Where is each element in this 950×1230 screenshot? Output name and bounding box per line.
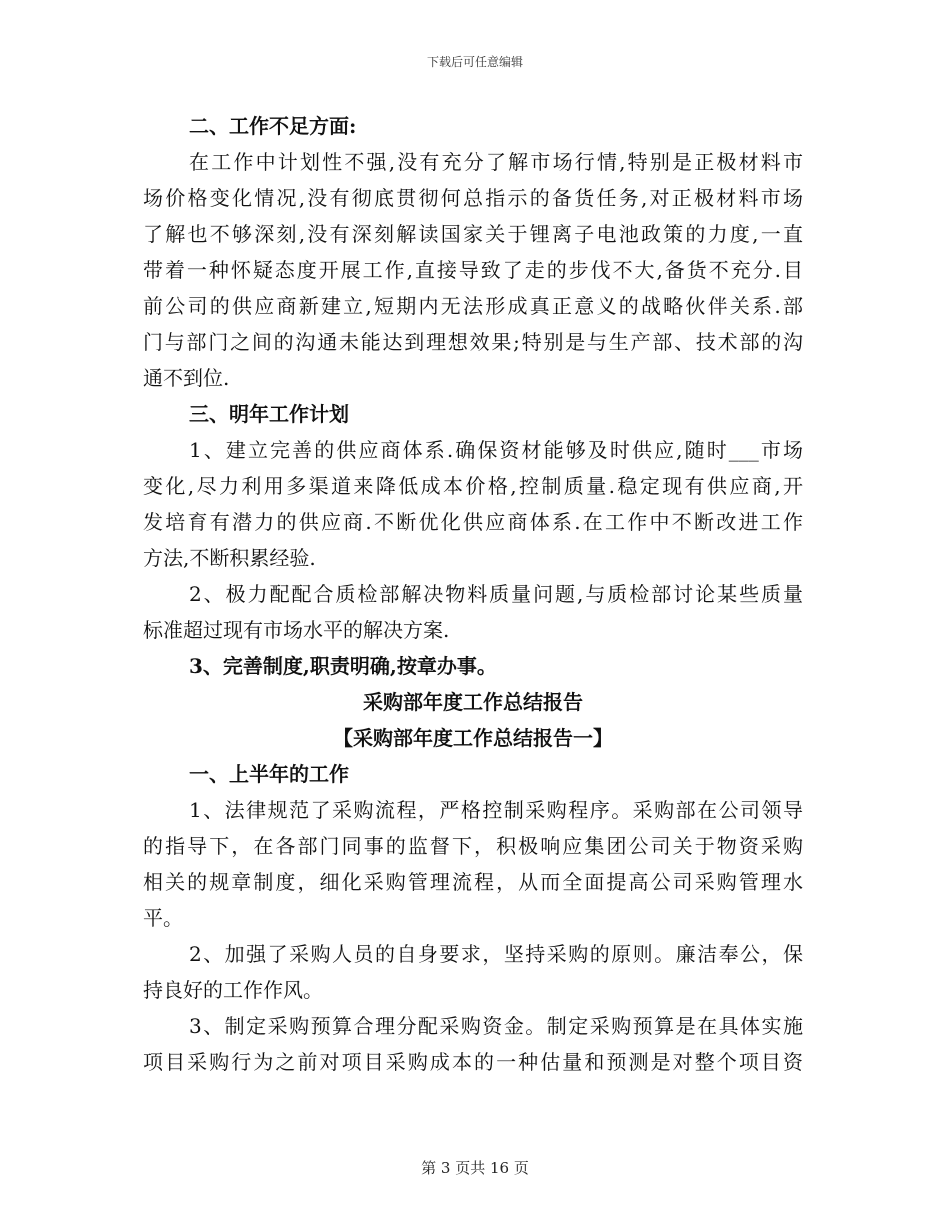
paragraph-line: 场价格变化情况,没有彻底贯彻何总指示的备货任务,对正极材料市场 (143, 186, 803, 210)
document-body (143, 108, 803, 1080)
paragraph-line: 了解也不够深刻,没有深刻解读国家关于锂离子电池政策的力度,一直 (143, 222, 803, 246)
paragraph-line: 方法,不断积累经验. (143, 546, 316, 570)
paragraph-line: 带着一种怀疑态度开展工作,直接导致了走的步伐不大,备货不充分.目 (143, 258, 803, 282)
paragraph-line: 前公司的供应商新建立,短期内无法形成真正意义的战略伙伴关系.部 (143, 294, 803, 318)
paragraph-line: 3、制定采购预算合理分配采购资金。制定采购预算是在具体实施 (189, 1014, 803, 1038)
page-header-note: 下载后可任意编辑 (426, 55, 523, 69)
page-number: 第 3 页共 16 页 (421, 1159, 529, 1177)
report-subtitle: 【采购部年度工作总结报告一】 (333, 726, 613, 750)
paragraph-line: 1、法律规范了采购流程，严格控制采购程序。采购部在公司领导 (189, 798, 803, 822)
plan-item-3: 3、完善制度,职责明确,按章办事。 (189, 654, 497, 678)
report-title: 采购部年度工作总结报告 (363, 690, 583, 714)
paragraph-line: 相关的规章制度，细化采购管理流程，从而全面提高公司采购管理水 (143, 870, 803, 894)
section-heading-shortcomings: 二、工作不足方面: (189, 114, 357, 138)
section-heading-first-half: 一、上半年的工作 (189, 762, 349, 786)
paragraph-line: 的指导下，在各部门同事的监督下，积极响应集团公司关于物资采购 (143, 834, 803, 858)
paragraph-line: 变化,尽力利用多渠道来降低成本价格,控制质量.稳定现有供应商,开 (143, 474, 803, 498)
paragraph-line: 在工作中计划性不强,没有充分了解市场行情,特别是正极材料市 (189, 150, 803, 174)
paragraph-line: 门与部门之间的沟通未能达到理想效果;特别是与生产部、技术部的沟 (143, 330, 803, 354)
paragraph-line: 2、加强了采购人员的自身要求，坚持采购的原则。廉洁奉公，保 (189, 942, 803, 966)
section-heading-next-year-plan: 三、明年工作计划 (189, 402, 349, 426)
paragraph-line: 平。 (143, 906, 183, 930)
paragraph-line: 发培育有潜力的供应商.不断优化供应商体系.在工作中不断改进工作 (143, 510, 803, 534)
paragraph-line: 持良好的工作作风。 (143, 978, 323, 1002)
paragraph-line: 通不到位. (143, 366, 230, 390)
paragraph-line: 标准超过现有市场水平的解决方案. (143, 618, 450, 642)
paragraph-line: 1、建立完善的供应商体系.确保资材能够及时供应,随时___市场 (189, 438, 803, 462)
paragraph-line: 2、极力配配合质检部解决物料质量问题,与质检部讨论某些质量 (189, 582, 803, 606)
paragraph-line: 项目采购行为之前对项目采购成本的一种估量和预测是对整个项目资 (143, 1050, 803, 1074)
